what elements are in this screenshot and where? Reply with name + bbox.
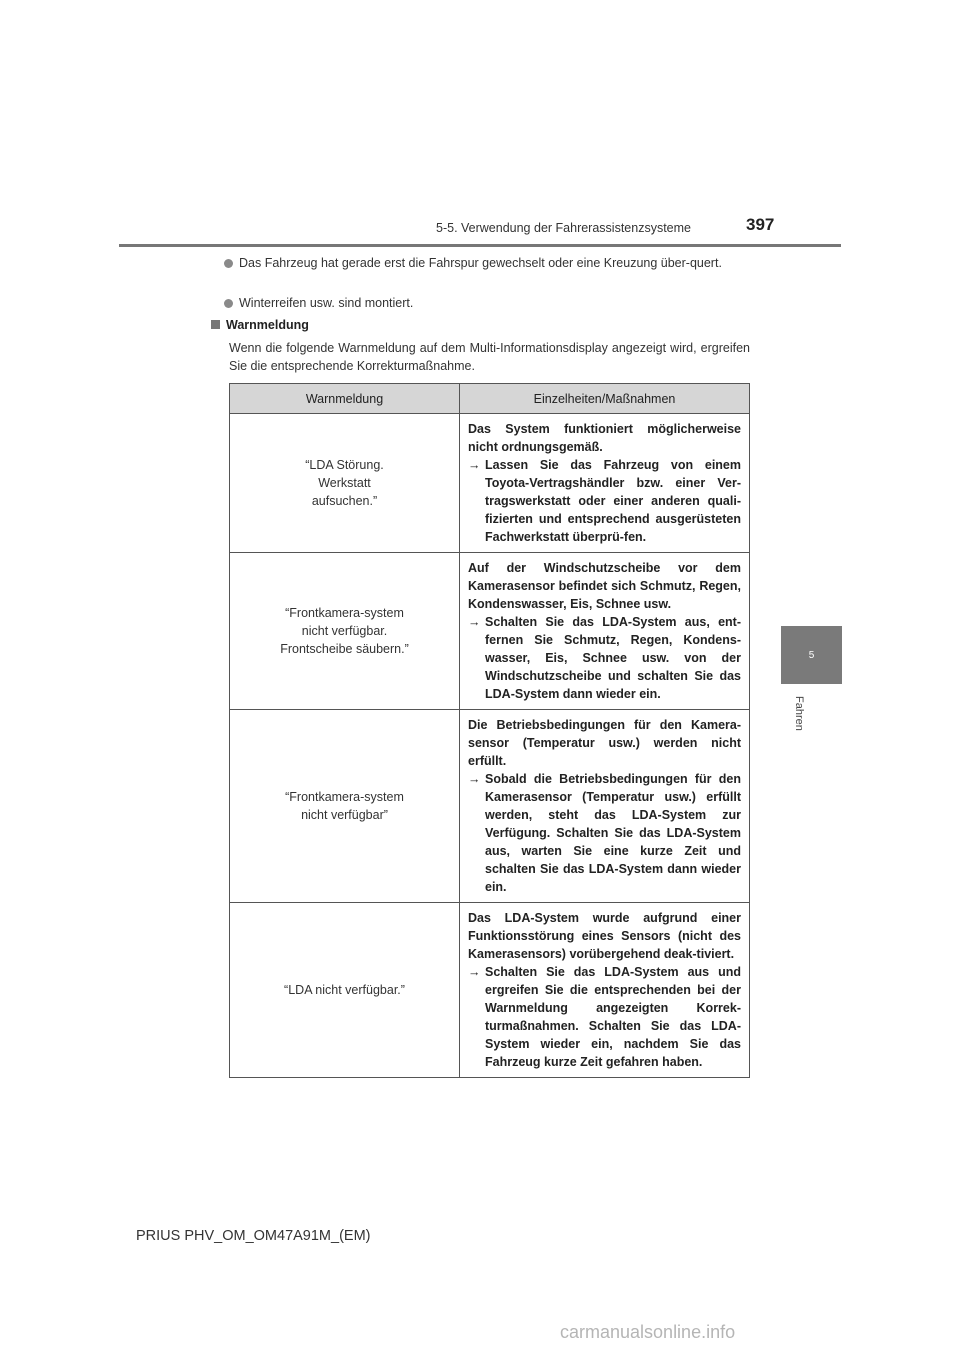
bullet-dot-icon xyxy=(224,259,233,268)
table-row xyxy=(230,414,750,553)
action-text: Lassen Sie das Fahrzeug von einem Toyota-Vertragshändler bzw. einer Ver-tragswerkstatt oder einer anderen quali-fizierten und entsprechend ausgerüsteten Fachwerkstatt überprü-fen. xyxy=(485,458,741,544)
warning-message-cell xyxy=(230,710,460,903)
message-line: Werkstatt xyxy=(318,476,371,490)
section-heading xyxy=(211,318,309,332)
message-line: aufsuchen.” xyxy=(311,494,378,508)
table-row xyxy=(230,710,750,903)
section-intro: Wenn die folgende Warnmeldung auf dem Multi-Informationsdisplay angezeigt wird, ergreifen Sie die entsprechende Korrekturmaßnahme. xyxy=(229,341,750,373)
action-item xyxy=(468,456,741,546)
message-line: nicht verfügbar. xyxy=(301,624,388,638)
header-section-title: 5-5. Verwendung der Fahrerassistenzsysteme xyxy=(436,221,691,235)
detail-text: Das LDA-System wurde aufgrund einer Funktionsstörung eines Sensors (nicht des Kamerasensors) vorübergehend deak-tiviert. xyxy=(468,911,741,961)
header-divider xyxy=(119,244,841,247)
chapter-number: 5 xyxy=(808,649,815,661)
action-text: Schalten Sie das LDA-System aus, ent-fernen Sie Schmutz, Regen, Kondens-wasser, Eis, Schnee usw. von der Windschutzscheibe und schalten Sie das LDA-System dann wieder ein. xyxy=(485,615,741,701)
arrow-icon: → xyxy=(468,772,481,786)
chapter-label: Fahren xyxy=(793,696,805,731)
details-cell xyxy=(460,903,750,1078)
arrow-icon: → xyxy=(468,965,481,979)
action-text: Schalten Sie das LDA-System aus und ergreifen Sie die entsprechenden bei der Warnmeldung angezeigten Korrek-turmaßnahmen. Schalten Sie das LDA-System wieder ein, nachdem Sie das Fahrzeug kurze Zeit gefahren haben. xyxy=(485,965,741,1069)
footer-doc-code: PRIUS PHV_OM_OM47A91M_(EM) xyxy=(136,1228,371,1244)
table-row xyxy=(230,903,750,1078)
details-cell xyxy=(460,414,750,553)
details-cell xyxy=(460,553,750,710)
section-title: Warnmeldung xyxy=(226,318,309,332)
warning-table xyxy=(229,383,750,1078)
message-line: Frontscheibe säubern.” xyxy=(280,642,409,656)
bullet-text: Winterreifen usw. sind montiert. xyxy=(239,296,414,310)
column-header-message: Warnmeldung xyxy=(230,384,460,414)
arrow-icon: → xyxy=(468,615,481,629)
message-line: nicht verfügbar” xyxy=(301,808,388,822)
details-cell xyxy=(460,710,750,903)
message-line: “Frontkamera-system xyxy=(285,790,404,804)
detail-text: Auf der Windschutzscheibe vor dem Kamerasensor befindet sich Schmutz, Regen, Kondenswasser, Eis, Schnee usw. xyxy=(468,561,741,611)
message-line: “LDA Störung. xyxy=(305,458,384,472)
section-square-icon xyxy=(211,320,220,329)
watermark-text: carmanualsonline.info xyxy=(560,1322,736,1342)
message-line: “LDA nicht verfügbar.” xyxy=(284,983,405,997)
detail-text: Die Betriebsbedingungen für den Kamera-sensor (Temperatur usw.) werden nicht erfüllt. xyxy=(468,718,741,768)
warning-message-cell xyxy=(230,903,460,1078)
bullet-item xyxy=(224,294,751,313)
action-item xyxy=(468,963,741,1071)
arrow-icon: → xyxy=(468,458,481,472)
table-row xyxy=(230,553,750,710)
message-line: “Frontkamera-system xyxy=(285,606,404,620)
table-header-row xyxy=(230,384,750,414)
chapter-tab[interactable] xyxy=(781,626,842,684)
page-number: 397 xyxy=(746,215,775,234)
bullet-text: Das Fahrzeug hat gerade erst die Fahrspur gewechselt oder eine Kreuzung über-quert. xyxy=(239,256,722,270)
warning-message-cell xyxy=(230,553,460,710)
detail-text: Das System funktioniert möglicherweise nicht ordnungsgemäß. xyxy=(468,422,741,454)
action-item xyxy=(468,770,741,896)
bullet-item xyxy=(224,254,751,273)
bullet-dot-icon xyxy=(224,299,233,308)
action-text: Sobald die Betriebsbedingungen für den Kamerasensor (Temperatur usw.) erfüllt werden, steht das LDA-System zur Verfügung. Schalten Sie das LDA-System aus, warten Sie eine kurze Zeit und schalten Sie das LDA-System dann wieder ein. xyxy=(485,772,741,894)
warning-message-cell xyxy=(230,414,460,553)
action-item xyxy=(468,613,741,703)
column-header-details: Einzelheiten/Maßnahmen xyxy=(460,384,750,414)
